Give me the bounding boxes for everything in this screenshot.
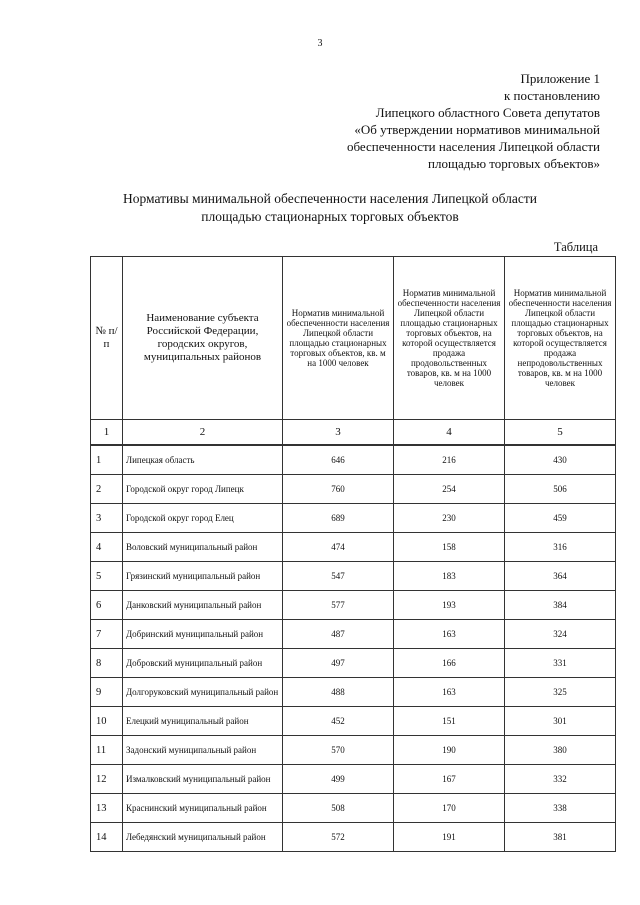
row-number: 6 (91, 591, 123, 620)
appendix-line: к постановлению (503, 88, 600, 103)
table-row (91, 562, 616, 591)
row-number: 9 (91, 678, 123, 707)
table-row (91, 736, 616, 765)
column-number: 5 (505, 420, 616, 446)
table-row (91, 504, 616, 533)
row-total: 487 (283, 620, 394, 649)
row-name: Липецкая область (123, 445, 283, 475)
header-name: Наименование субъекта Российской Федерации, городских округов, муниципальных районов (123, 257, 283, 420)
row-food: 158 (394, 533, 505, 562)
row-number: 4 (91, 533, 123, 562)
row-number: 13 (91, 794, 123, 823)
row-name: Добринский муниципальный район (123, 620, 283, 649)
table-row (91, 707, 616, 736)
row-name: Елецкий муниципальный район (123, 707, 283, 736)
row-total: 646 (283, 445, 394, 475)
row-nonfood: 331 (505, 649, 616, 678)
row-food: 170 (394, 794, 505, 823)
row-name: Лебедянский муниципальный район (123, 823, 283, 852)
row-name: Воловский муниципальный район (123, 533, 283, 562)
appendix-line: «Об утверждении нормативов минимальной (354, 122, 600, 137)
norms-table (90, 256, 616, 852)
row-name: Городской округ город Липецк (123, 475, 283, 504)
column-number: 4 (394, 420, 505, 446)
row-number: 14 (91, 823, 123, 852)
header-num: № п/п (91, 257, 123, 420)
row-nonfood: 338 (505, 794, 616, 823)
table-row (91, 533, 616, 562)
appendix-line: Приложение 1 (520, 71, 600, 86)
row-total: 497 (283, 649, 394, 678)
row-number: 12 (91, 765, 123, 794)
row-total: 452 (283, 707, 394, 736)
appendix-block (347, 70, 600, 172)
row-name: Измалковский муниципальный район (123, 765, 283, 794)
appendix-line: площадью торговых объектов» (428, 156, 600, 171)
document-title-line: площадью стационарных торговых объектов (201, 209, 459, 224)
table-label: Таблица (553, 240, 598, 254)
table-row (91, 620, 616, 649)
row-food: 230 (394, 504, 505, 533)
row-number: 1 (91, 445, 123, 475)
document-title (60, 190, 600, 226)
table-header-row (91, 257, 616, 420)
row-total: 547 (283, 562, 394, 591)
row-total: 572 (283, 823, 394, 852)
row-number: 7 (91, 620, 123, 649)
table-body (91, 445, 616, 852)
row-total: 760 (283, 475, 394, 504)
table-row (91, 765, 616, 794)
column-number: 1 (91, 420, 123, 446)
row-nonfood: 316 (505, 533, 616, 562)
table-row (91, 678, 616, 707)
row-food: 163 (394, 620, 505, 649)
row-number: 8 (91, 649, 123, 678)
table-row (91, 649, 616, 678)
row-food: 166 (394, 649, 505, 678)
row-name: Долгоруковский муниципальный район (123, 678, 283, 707)
row-name: Краснинский муниципальный район (123, 794, 283, 823)
table-row (91, 823, 616, 852)
row-total: 689 (283, 504, 394, 533)
row-total: 499 (283, 765, 394, 794)
row-food: 191 (394, 823, 505, 852)
row-total: 577 (283, 591, 394, 620)
header-nonfood: Норматив минимальной обеспеченности населения Липецкой области площадью стационарных торговых объектов, на которой осуществляется продажа непродовольственных товаров, кв. м на 1000 человек (505, 257, 616, 420)
row-nonfood: 380 (505, 736, 616, 765)
row-food: 151 (394, 707, 505, 736)
row-total: 570 (283, 736, 394, 765)
row-total: 508 (283, 794, 394, 823)
row-nonfood: 506 (505, 475, 616, 504)
column-number: 3 (283, 420, 394, 446)
row-total: 488 (283, 678, 394, 707)
page-number: 3 (317, 38, 323, 49)
table-row (91, 475, 616, 504)
row-food: 163 (394, 678, 505, 707)
row-nonfood: 384 (505, 591, 616, 620)
row-food: 183 (394, 562, 505, 591)
row-nonfood: 459 (505, 504, 616, 533)
column-numbering-row (91, 420, 616, 446)
row-nonfood: 332 (505, 765, 616, 794)
row-food: 216 (394, 445, 505, 475)
row-food: 190 (394, 736, 505, 765)
row-nonfood: 364 (505, 562, 616, 591)
appendix-line: обеспеченности населения Липецкой области (346, 139, 600, 154)
row-name: Задонский муниципальный район (123, 736, 283, 765)
appendix-line: Липецкого областного Совета депутатов (375, 105, 600, 120)
row-nonfood: 325 (505, 678, 616, 707)
row-food: 193 (394, 591, 505, 620)
table-row (91, 445, 616, 475)
row-number: 10 (91, 707, 123, 736)
header-total: Норматив минимальной обеспеченности населения Липецкой области площадью стационарных торговых объектов, кв. м на 1000 человек (283, 257, 394, 420)
row-food: 254 (394, 475, 505, 504)
row-name: Добровский муниципальный район (123, 649, 283, 678)
row-name: Данковский муниципальный район (123, 591, 283, 620)
row-number: 2 (91, 475, 123, 504)
table-row (91, 591, 616, 620)
row-nonfood: 301 (505, 707, 616, 736)
row-nonfood: 324 (505, 620, 616, 649)
column-number: 2 (123, 420, 283, 446)
row-number: 5 (91, 562, 123, 591)
header-food: Норматив минимальной обеспеченности населения Липецкой области площадью стационарных торговых объектов, на которой осуществляется продажа продовольственных товаров, кв. м на 1000 человек (394, 257, 505, 420)
row-number: 3 (91, 504, 123, 533)
row-name: Городской округ город Елец (123, 504, 283, 533)
table-row (91, 794, 616, 823)
row-nonfood: 430 (505, 445, 616, 475)
document-title-line: Нормативы минимальной обеспеченности населения Липецкой области (122, 191, 538, 206)
row-nonfood: 381 (505, 823, 616, 852)
row-food: 167 (394, 765, 505, 794)
row-number: 11 (91, 736, 123, 765)
row-total: 474 (283, 533, 394, 562)
row-name: Грязинский муниципальный район (123, 562, 283, 591)
